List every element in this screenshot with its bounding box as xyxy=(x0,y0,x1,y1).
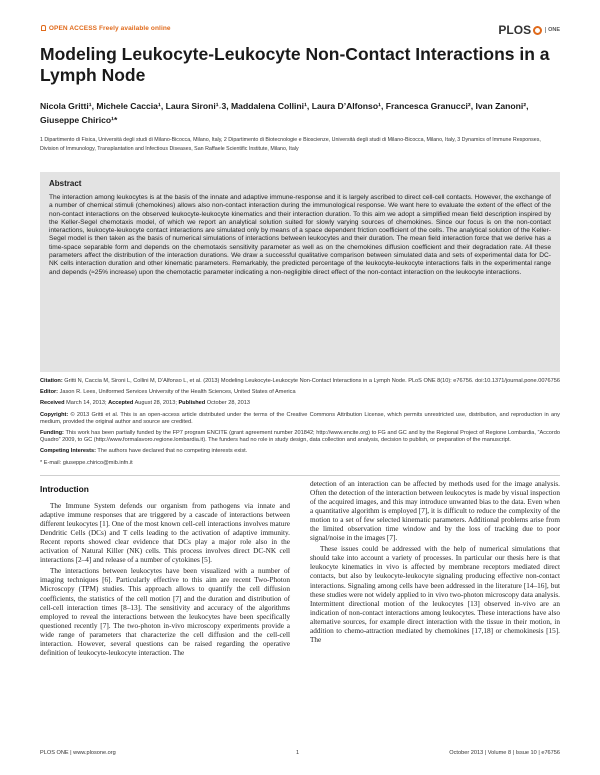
contact-email[interactable]: * E-mail: giuseppe.chirico@mib.infn.it xyxy=(40,459,133,466)
citation-text: Gritti N, Caccia M, Sironi L, Collini M, D’Alfonso L, et al. (2013) Modeling Leukocyte-Leukocyte Non-Contact Interactions in a Lymph Node. PLoS ONE 8(10): e76756. doi:10.1371/journal.pone.0076756 xyxy=(64,378,560,384)
copyright-label: Copyright: xyxy=(40,411,69,418)
copyright-text: © 2013 Gritti et al. This is an open-access article distributed under the terms of the Creative Commons Attribution License, which permits unrestricted use, distribution, and reproduction in any medium, provided the original author and source are credited. xyxy=(40,411,560,425)
competing-label: Competing Interests: xyxy=(40,448,96,455)
open-access-banner[interactable] xyxy=(40,25,171,32)
published-label: Published xyxy=(178,400,206,407)
editor-text: Jason R. Lees, Uniformed Services University of the Health Sciences, United States of America xyxy=(59,389,296,396)
page-number: 1 xyxy=(296,750,300,756)
open-lock-icon xyxy=(41,25,46,31)
funding xyxy=(40,430,560,444)
affiliations: 1 Dipartimento di Fisica, Università degli studi di Milano-Bicocca, Milano, Italy, 2 Dipartimento di Biotecnologie e Bioscienze, Università degli studi di Milano-Bicocca, Milano, Italy, 3 Dynamics of Immune Responses, Division of Immunology, Transplantation and Infectious Diseases, San Raffaele Scientific Institute, Milano, Italy xyxy=(40,137,541,152)
editor xyxy=(40,389,560,396)
abstract-heading: Abstract xyxy=(49,179,82,188)
introduction-heading: Introduction xyxy=(40,484,89,494)
body-paragraph: The Immune System defends our organism from pathogens via innate and adaptive immune responses that are triggered by a cascade of interactions between different leukocytes [1]. One of the most known cell-cell interactions involves mature Dendritic Cells (DCs) and T cells leading to the activation of adaptive immunity. Recent reports showed clear evidence that DCs play a major role also in the activation of Natural Killer (NK) cells. This process involves direct DC-NK cell interactions [2–4] and release of a number of cytokines [5]. xyxy=(40,502,290,565)
published-date: October 28, 2013 xyxy=(206,400,250,407)
received-label: Received xyxy=(40,400,65,407)
editor-label: Editor: xyxy=(40,389,59,396)
accepted-date: August 28, 2013; xyxy=(134,400,177,407)
journal-logo-text: PLOS xyxy=(498,23,532,37)
body-paragraph: These issues could be addressed with the help of numerical simulations that should take into account a variety of processes. In particular our thesis here is that leukocyte kinematics in vivo is affected by membrane receptors mediated direct contacts, but also by leukocyte-leukocyte signaling producing effective non-contact interactions. Signaling among cells have been addressed in the literature [14–16], but these studies were not widely applied to in vivo two-photon microscopy data analysis. Intermittent directional motion of the leukocytes [13] observed in-vivo are an indication of non-contact interactions among leukocytes. These interactions have also alternative sources, for example direct interaction with the tissue in their motion, in addition to chemo-attraction mediated by chemokines [17,18] or chemokinesis [15]. The xyxy=(310,545,560,644)
accepted-label: Accepted xyxy=(108,400,134,407)
citation xyxy=(40,378,560,385)
citation-label: Citation: xyxy=(40,378,63,384)
copyright xyxy=(40,412,560,426)
author-list: Nicola Gritti¹, Michele Caccia¹, Laura Sironi¹˒3, Maddalena Collini¹, Laura D’Alfonso¹, Francesca Granucci², Ivan Zanoni², Giuseppe Chirico¹* xyxy=(40,101,529,125)
dates xyxy=(40,400,560,407)
issue-info: October 2013 | Volume 8 | Issue 10 | e76756 xyxy=(449,750,560,756)
abstract-text: The interaction among leukocytes is at the basis of the innate and adaptive immune-response and it is largely ascribed to direct cell-cell contacts. However, the exchange of a number of chemical stimuli (chemokines) allows also non-contact interaction during the immunological response. We want here to evaluate the extent of the effect of the non-contact interactions on the observed leukocyte-leukocyte kinematics and their interaction duration. To this aim we adopt a simplified mean field description inspired by the Keller-Segel chemotaxis model, of which we report an analytical solution suited for slowly varying sources of chemokines. Since our focus is on the non-contact interactions, leukocyte-leukocyte contact interactions are simulated only by means of a space dependent friction coefficient of the cells. The analytical solution of the Keller-Segel model is then taken as the basis of numerical simulations of interactions between leukocytes and their duration. The mean field interaction force that we derive has a time-space separable form and depends on the chemotaxis sensitivity parameter as well as on the chemokines diffusion coefficient and their degradation rate. All these parameters affect the distribution of the interaction durations. We draw a successful qualitative comparison between simulated data and sets of experimental data for DC-NK cells interaction duration and other kinematic parameters. Remarkably, the predicted percentage of the leukocyte-leukocyte interactions falls in the experimental range and depends (≈25% increase) upon the chemotactic parameter indicating a non-negligible direct effect of the non-contact interaction on the leukocyte interactions. xyxy=(49,194,551,276)
abstract-box xyxy=(40,172,560,372)
article-title: Modeling Leukocyte-Leukocyte Non-Contact Interactions in a Lymph Node xyxy=(40,44,550,85)
journal-header xyxy=(40,23,560,37)
logo-circle-icon xyxy=(533,26,542,35)
competing-text: The authors have declared that no competing interests exist. xyxy=(97,448,248,455)
journal-logo-sub: ONE xyxy=(545,27,560,33)
body-paragraph: detection of an interaction can be affected by methods used for the image analysis. Often the detection of the interaction between leukocytes is made by visual inspection of the acquired images, and this may introduce unwanted bias to the data. Even when a quantitative algorithm is employed [7], it is difficult to reduce the complexity of the motion to a set of few selected kinematic parameters. Additional problems arise from the limited observation time window and by the loss of tracking due to poor signal/noise in the images [7]. xyxy=(310,480,560,543)
received-date: March 14, 2013; xyxy=(66,400,107,407)
article-metadata xyxy=(40,378,560,471)
body-column-left xyxy=(40,480,290,660)
funding-text: This work has been partially funded by the FP7 program ENCITE (grant agreement number 201842; http://www.encite.org) to FG and GC and by the Regional Project of Regione Lombardia, “Accordo Quadro” 2009, to GC (http://www.formalavoro.regione.lombardia.it). The funders had no role in study design, data collection and analysis, decision to publish, or preparation of the manuscript. xyxy=(40,430,561,444)
journal-logo[interactable] xyxy=(498,23,560,37)
journal-website[interactable]: PLOS ONE | www.plosone.org xyxy=(40,750,116,756)
body-column-right xyxy=(310,480,560,647)
funding-label: Funding: xyxy=(40,430,64,437)
page-footer xyxy=(40,750,560,760)
section-divider xyxy=(40,475,560,476)
competing-interests xyxy=(40,448,560,455)
body-paragraph: The interactions between leukocytes have been visualized with a number of imaging techniques [6]. Particularly effective to this aim are recent Two-Photon Microscopy (TPM) studies. This approach allows to quantify the cell diffusion coefficients, the statistics of the cell motion [7] and the duration and distribution of cell-cell interaction times [8–13]. The sensitivity and accuracy of the algorithms employed to reveal the interactions between the leukocytes have been specifically questioned recently [7]. The two-photon in-vivo microscopy experiments provide a wide range of parameters that characterize the cell diffusion and the cell-cell interaction. However, several questions can be raised regarding the operative definition of leukocyte-leukocyte interaction. The xyxy=(40,567,290,657)
open-access-label: OPEN ACCESS Freely available online xyxy=(48,25,171,32)
